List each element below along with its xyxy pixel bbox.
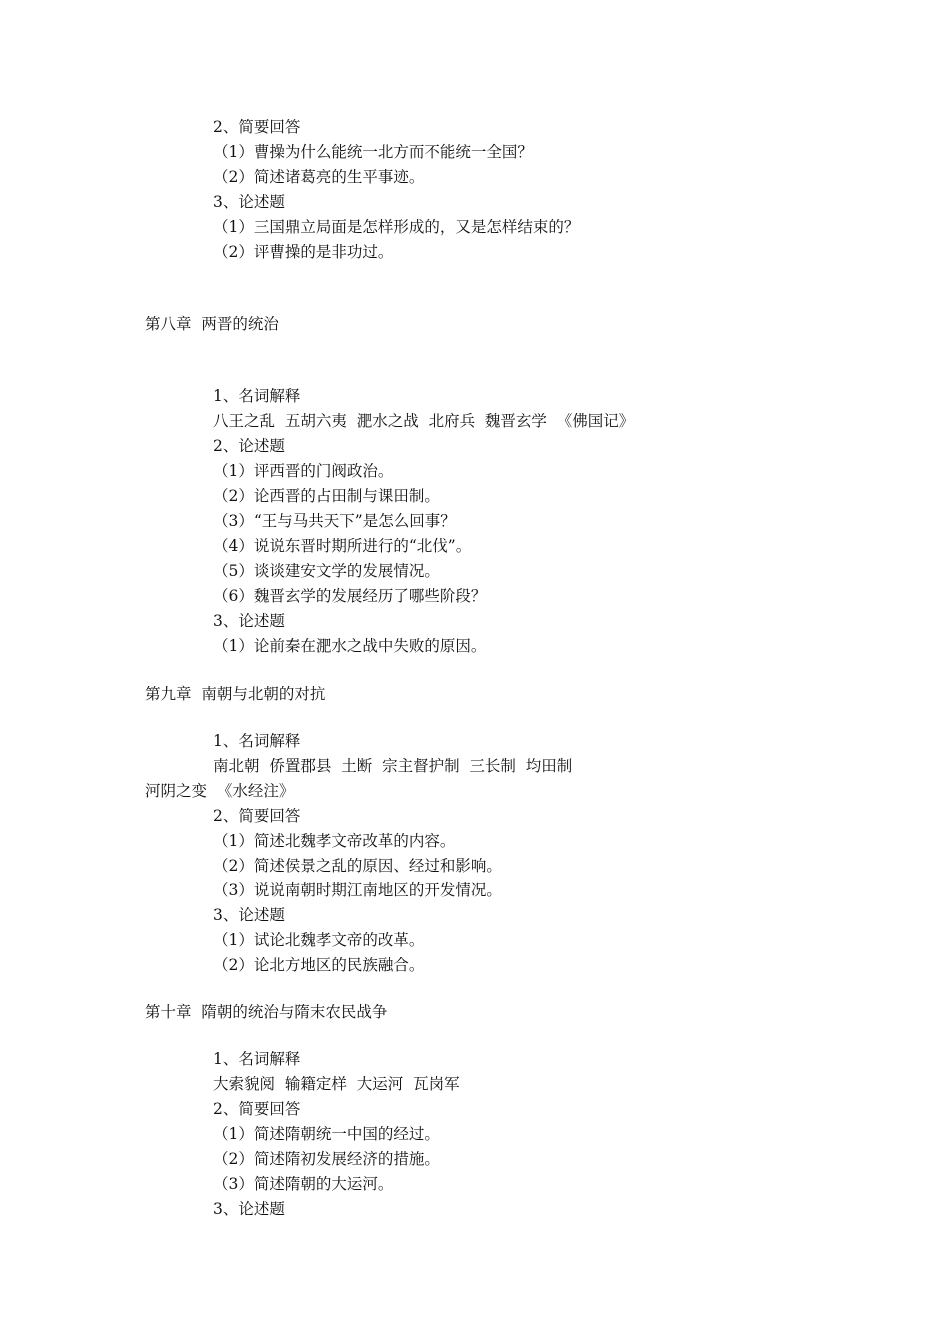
section-heading: 2、简要回答 — [213, 807, 301, 825]
question-item: （2）评曹操的是非功过。 — [213, 243, 394, 261]
term-list: 南北朝 侨置郡县 土断 宗主督护制 三长制 均田制 — [213, 757, 573, 775]
section-heading: 2、简要回答 — [213, 118, 301, 136]
section-heading: 3、论述题 — [213, 906, 285, 924]
question-item: （1）评西晋的门阀政治。 — [213, 462, 394, 480]
section-heading: 3、论述题 — [213, 1200, 285, 1218]
section-heading: 1、名词解释 — [213, 732, 301, 750]
question-item: （1）试论北魏孝文帝的改革。 — [213, 931, 425, 949]
question-item: （3）说说南朝时期江南地区的开发情况。 — [213, 881, 502, 899]
chapter-title: 第九章 南朝与北朝的对抗 — [145, 685, 326, 703]
question-item: （3）“王与马共天下”是怎么回事？ — [213, 512, 456, 530]
question-item: （1）论前秦在淝水之战中失败的原因。 — [213, 637, 487, 655]
section-heading: 1、名词解释 — [213, 1050, 301, 1068]
question-item: （1）三国鼎立局面是怎样形成的，又是怎样结束的？ — [213, 218, 580, 236]
term-list: 八王之乱 五胡六夷 淝水之战 北府兵 魏晋玄学 《佛国记》 — [213, 412, 635, 430]
term-list-continued: 河阴之变 《水经注》 — [145, 782, 295, 800]
question-item: （6）魏晋玄学的发展经历了哪些阶段？ — [213, 587, 487, 605]
question-item: （2）论西晋的占田制与课田制。 — [213, 487, 440, 505]
question-item: （5）谈谈建安文学的发展情况。 — [213, 562, 440, 580]
question-item: （1）简述北魏孝文帝改革的内容。 — [213, 832, 456, 850]
question-item: （1）简述隋朝统一中国的经过。 — [213, 1125, 440, 1143]
section-heading: 2、简要回答 — [213, 1100, 301, 1118]
question-item: （2）简述侯景之乱的原因、经过和影响。 — [213, 857, 502, 875]
question-item: （2）简述隋初发展经济的措施。 — [213, 1150, 440, 1168]
section-heading: 2、论述题 — [213, 437, 285, 455]
question-item: （4）说说东晋时期所进行的“北伐”。 — [213, 537, 472, 555]
question-item: （1）曹操为什么能统一北方而不能统一全国？ — [213, 143, 533, 161]
chapter-title: 第十章 隋朝的统治与隋末农民战争 — [145, 1003, 388, 1021]
question-item: （2）简述诸葛亮的生平事迹。 — [213, 168, 425, 186]
question-item: （3）简述隋朝的大运河。 — [213, 1175, 394, 1193]
section-heading: 3、论述题 — [213, 193, 285, 211]
term-list: 大索貌阅 输籍定样 大运河 瓦岗军 — [213, 1075, 460, 1093]
question-item: （2）论北方地区的民族融合。 — [213, 956, 425, 974]
section-heading: 3、论述题 — [213, 612, 285, 630]
section-heading: 1、名词解释 — [213, 387, 301, 405]
chapter-title: 第八章 两晋的统治 — [145, 315, 279, 333]
